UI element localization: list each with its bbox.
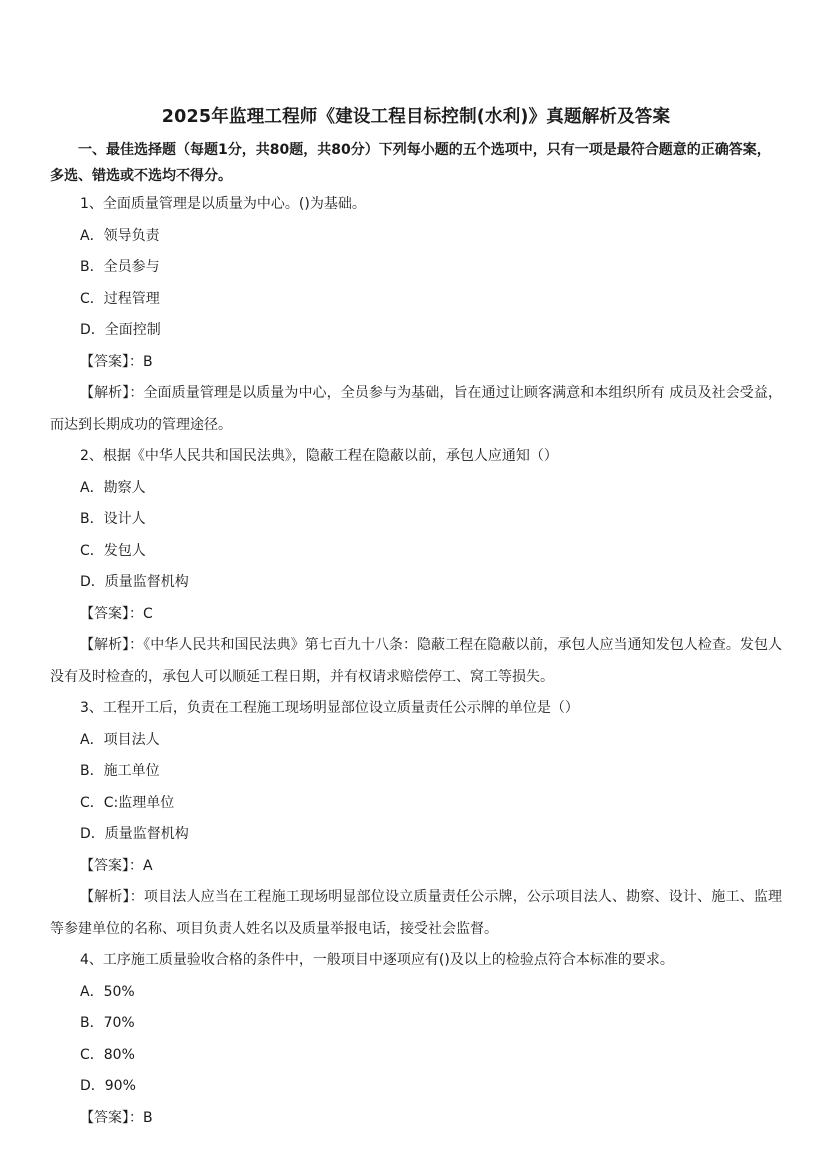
answer: 【答案】：A (80, 857, 153, 874)
option-b: B．设计人 (80, 511, 146, 527)
question-4 (50, 945, 782, 1134)
explanation: 【解析】：项目法人应当在工程施工现场明显部位设立质量责任公示牌，公示项目法人、勘察、设计、施工、监理等参建单位的名称、项目负责人姓名以及质量举报电话，接受社会监督。 (50, 889, 782, 937)
explanation: 【解析】：全面质量管理是以质量为中心，全员参与为基础，旨在通过让顾客满意和本组织所有 成员及社会受益，而达到长期成功的管理途径。 (50, 385, 782, 433)
option-d: D．全面控制 (80, 322, 161, 338)
option-d: D．质量监督机构 (80, 574, 189, 590)
document-title: 2025年监理工程师《建设工程目标控制(水利)》真题解析及答案 (161, 107, 671, 127)
option-a: A．项目法人 (80, 731, 160, 748)
option-c: C．发包人 (80, 542, 146, 559)
option-c: C．80% (80, 1046, 135, 1063)
question-3 (50, 693, 782, 945)
option-b: B．施工单位 (80, 763, 160, 779)
option-c: C．C:监理单位 (80, 794, 175, 811)
question-2 (50, 441, 782, 693)
option-a: A．领导负责 (80, 227, 160, 244)
question-stem: 3、工程开工后，负责在工程施工现场明显部位设立质量责任公示牌的单位是（） (80, 700, 579, 716)
question-stem: 1、全面质量管理是以质量为中心。()为基础。 (80, 196, 366, 212)
option-a: A．勘察人 (80, 479, 146, 496)
section-heading: 一、最佳选择题（每题1分，共80题，共80分）下列每小题的五个选项中，只有一项是最符合题意的正确答案，多选、错选或不选均不得分。 (50, 142, 771, 184)
explanation: 【解析】：《中华人民共和国民法典》第七百九十八条：隐蔽工程在隐蔽以前，承包人应当通知发包人检查。发包人没有及时检查的，承包人可以顺延工程日期，并有权请求赔偿停工、窝工等损失。 (50, 637, 782, 685)
option-c: C．过程管理 (80, 290, 160, 307)
question-stem: 2、根据《中华人民共和国民法典》，隐蔽工程在隐蔽以前，承包人应通知（） (80, 448, 558, 464)
option-a: A．50% (80, 983, 135, 1000)
document-page (50, 100, 782, 1134)
answer: 【答案】：C (80, 605, 153, 622)
question-stem: 4、工序施工质量验收合格的条件中，一般项目中逐项应有()及以上的检验点符合本标准的要求。 (80, 952, 674, 968)
option-d: D．90% (80, 1078, 136, 1094)
question-1 (50, 189, 782, 441)
answer: 【答案】：B (80, 353, 153, 370)
answer: 【答案】：B (80, 1109, 153, 1126)
option-d: D．质量监督机构 (80, 826, 189, 842)
option-b: B．全员参与 (80, 259, 160, 275)
option-b: B．70% (80, 1015, 135, 1031)
